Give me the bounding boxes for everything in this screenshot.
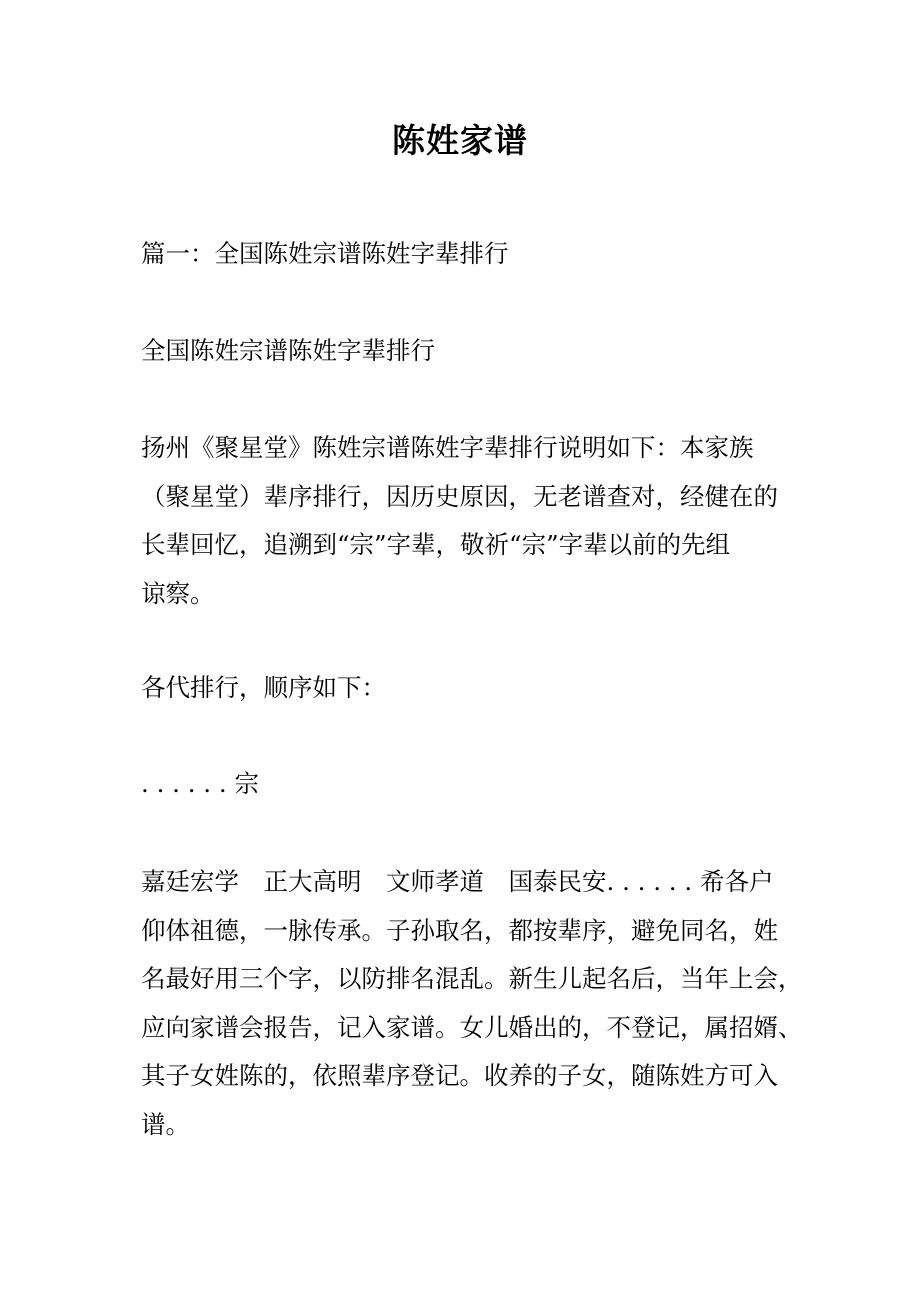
text-line: 名最好用三个字，以防排名混乱。新生儿起名后，当年上会， (141, 964, 803, 993)
text-line: （聚星堂）辈序排行，因历史原因，无老谱查对，经健在的 (141, 481, 778, 511)
text-line: 其子女姓陈的，依照辈序登记。收养的子女，随陈姓方可入 (141, 1061, 778, 1090)
paragraph-section-heading (141, 230, 781, 279)
document-title: 陈姓家谱 (392, 121, 528, 160)
text-line: 应向家谱会报告，记入家谱。女儿婚出的，不登记，属招婿、 (141, 1012, 803, 1042)
paragraph-generation-names (141, 858, 803, 1149)
paragraph-introduction (141, 424, 781, 618)
paragraph-subtitle (141, 327, 781, 376)
text-line: 长辈回忆，追溯到“宗”字辈，敬祈“宗”字辈以前的先组 (141, 530, 731, 559)
text-line: 谱。 (141, 1109, 190, 1139)
paragraph-ellipsis-generation (141, 760, 781, 809)
text-line: 扬州《聚星堂》陈姓宗谱陈姓字辈排行说明如下：本家族 (141, 433, 754, 462)
paragraph-order-heading (141, 664, 781, 713)
text-line: 嘉廷宏学 正大高明 文师孝道 国泰民安. . . . . . 希各户 (141, 867, 774, 896)
text-line: . . . . . . 宗 (141, 769, 259, 798)
text-line: 各代排行，顺序如下： (141, 673, 386, 702)
text-line: 谅察。 (141, 578, 215, 608)
text-line: 全国陈姓宗谱陈姓字辈排行 (141, 336, 435, 365)
text-line: 篇一：全国陈姓宗谱陈姓字辈排行 (141, 239, 509, 268)
text-line: 仰体祖德，一脉传承。子孙取名，都按辈序，避免同名，姓 (141, 915, 778, 945)
